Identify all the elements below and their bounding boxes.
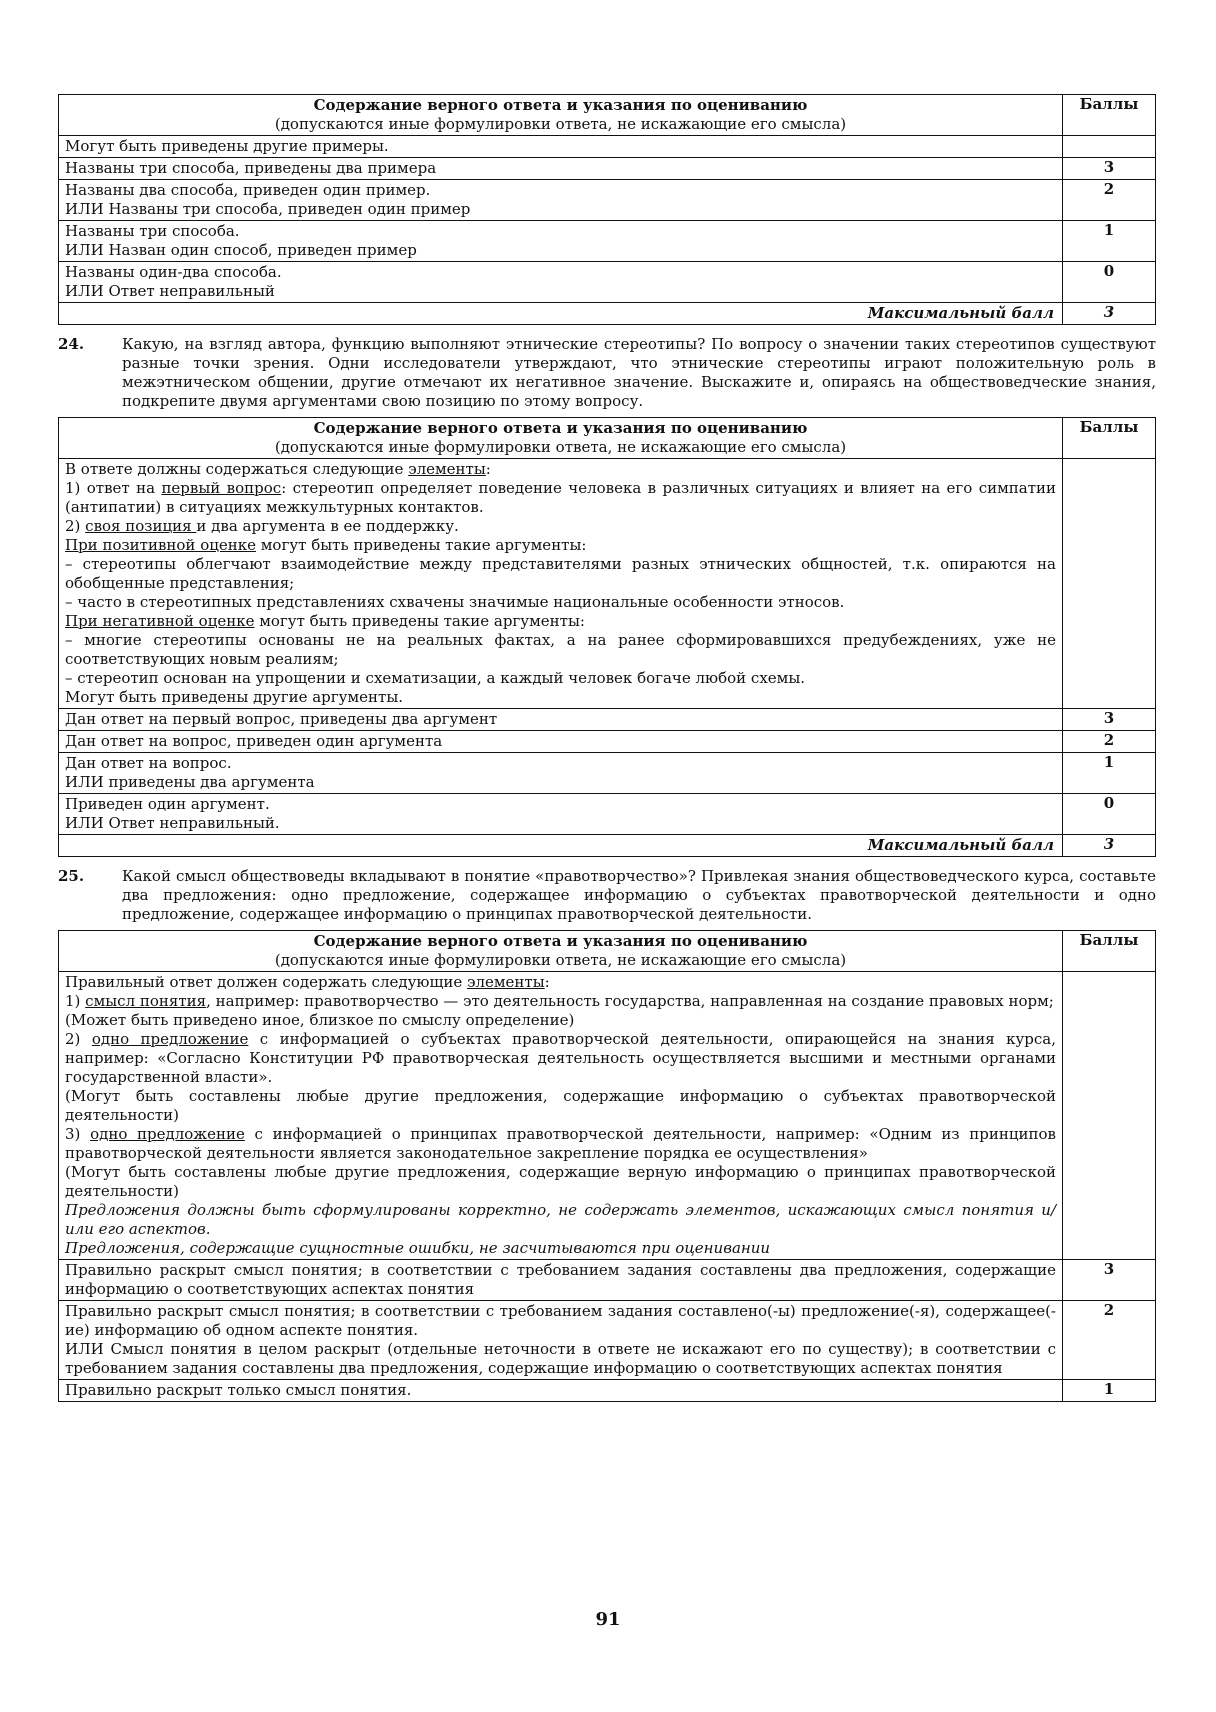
content-line: – стереотипы облегчают взаимодействие между представителями разных этнических общностей, т.к. опираются на обобщенные представления; <box>65 555 1056 592</box>
rubric-table-23 <box>58 94 1156 325</box>
table-row <box>59 794 1156 835</box>
task-number: 25. <box>58 867 85 885</box>
criteria-line: Дан ответ на первый вопрос, приведены два аргумент <box>65 710 498 728</box>
score-cell: 1 <box>1063 221 1156 262</box>
score-cell: 2 <box>1063 180 1156 221</box>
criteria-line: ИЛИ Ответ неправильный <box>65 282 275 300</box>
table-row <box>59 221 1156 262</box>
criteria-line: Правильно раскрыт смысл понятия; в соответствии с требованием задания составлены два предложения, содержащие информацию о соответствующих аспектах понятия <box>65 1261 1056 1298</box>
max-row <box>59 835 1156 857</box>
content-line: – часто в стереотипных представлениях схвачены значимые национальные особенности этносов. <box>65 593 845 611</box>
task-text: Какой смысл обществоведы вкладывают в понятие «правотворчество»? Привлекая знания обществоведческого курса, составьте два предложения: одно предложение, содержащее информацию о субъектах правотворческой деятельности и одно предложение, содержащее информацию о принципах правотворческой деятельности. <box>122 867 1156 923</box>
score-cell: 0 <box>1063 794 1156 835</box>
header-title: Содержание верного ответа и указания по оцениванию <box>313 932 808 950</box>
content-line: 2) одно предложение с информацией о субъектах правотворческой деятельности, опирающейся на знания курса, например: «Согласно Конституции РФ правотворческая деятельность осуществляется высшими и местными органами государственной власти». <box>65 1030 1056 1086</box>
rubric-table-25 <box>58 930 1156 1402</box>
page-number: 91 <box>595 1609 621 1630</box>
max-label: Максимальный балл <box>59 303 1063 325</box>
criteria-cell <box>59 753 1063 794</box>
header-title: Содержание верного ответа и указания по оцениванию <box>313 419 808 437</box>
max-label: Максимальный балл <box>59 835 1063 857</box>
criteria-cell <box>59 731 1063 753</box>
header-subtitle: (допускаются иные формулировки ответа, не искажающие его смысла) <box>274 115 847 133</box>
criteria-line: Дан ответ на вопрос, приведен один аргумента <box>65 732 443 750</box>
criteria-cell <box>59 1301 1063 1380</box>
content-line: В ответе должны содержаться следующие элементы: <box>65 460 491 478</box>
note-cell: Могут быть приведены другие примеры. <box>59 136 1063 158</box>
table-row <box>59 136 1156 158</box>
content-line: 2) своя позиция и два аргумента в ее поддержку. <box>65 517 459 535</box>
content-line: (Могут быть составлены любые другие предложения, содержащие информацию о субъектах правотворческой деятельности) <box>65 1087 1056 1124</box>
header-subtitle: (допускаются иные формулировки ответа, не искажающие его смысла) <box>274 438 847 456</box>
criteria-line: Названы три способа, приведены два примера <box>65 159 437 177</box>
page-content <box>58 94 1156 1402</box>
table-header-row <box>59 418 1156 459</box>
header-cell <box>59 931 1063 972</box>
criteria-line: ИЛИ приведены два аргумента <box>65 773 315 791</box>
content-cell <box>59 972 1063 1260</box>
criteria-line: Названы один-два способа. <box>65 263 282 281</box>
points-header: Баллы <box>1063 95 1156 136</box>
max-row <box>59 303 1156 325</box>
table-row <box>59 731 1156 753</box>
max-score: 3 <box>1063 835 1156 857</box>
task-24 <box>58 335 1156 411</box>
table-row <box>59 753 1156 794</box>
content-line: 3) одно предложение с информацией о принципах правотворческой деятельности, например: «Одним из принципов правотворческой деятельности является законодательное закрепление порядка ее осуществления» <box>65 1125 1056 1162</box>
content-line: (Может быть приведено иное, близкое по смыслу определение) <box>65 1011 575 1029</box>
content-line: Могут быть приведены другие аргументы. <box>65 688 404 706</box>
table-row <box>59 1380 1156 1402</box>
content-line: 1) ответ на первый вопрос: стереотип определяет поведение человека в различных ситуациях и влияет на его симпатии (антипатии) в ситуациях межкультурных контактов. <box>65 479 1056 516</box>
criteria-cell <box>59 262 1063 303</box>
table-row <box>59 1301 1156 1380</box>
header-title: Содержание верного ответа и указания по оцениванию <box>313 96 808 114</box>
criteria-cell <box>59 221 1063 262</box>
criteria-line: ИЛИ Смысл понятия в целом раскрыт (отдельные неточности в ответе не искажают его по существу); в соответствии с требованием задания составлены два предложения, содержащие информацию о соответствующих аспектах понятия <box>65 1340 1056 1377</box>
content-line: При негативной оценке могут быть приведены такие аргументы: <box>65 612 585 630</box>
criteria-cell <box>59 180 1063 221</box>
max-score: 3 <box>1063 303 1156 325</box>
criteria-line: Приведен один аргумент. <box>65 795 270 813</box>
score-cell: 1 <box>1063 1380 1156 1402</box>
task-text: Какую, на взгляд автора, функцию выполняют этнические стереотипы? По вопросу о значении таких стереотипов существуют разные точки зрения. Одни исследователи утверждают, что этнические стереотипы играют положительную роль в межэтническом общении, другие отмечают их негативное значение. Выскажите и, опираясь на обществоведческие знания, подкрепите двумя аргументами свою позицию по этому вопросу. <box>122 335 1156 410</box>
header-subtitle: (допускаются иные формулировки ответа, не искажающие его смысла) <box>274 951 847 969</box>
table-row <box>59 972 1156 1260</box>
content-line: При позитивной оценке могут быть приведены такие аргументы: <box>65 536 587 554</box>
table-row <box>59 262 1156 303</box>
header-cell <box>59 418 1063 459</box>
table-row <box>59 158 1156 180</box>
criteria-line: Дан ответ на вопрос. <box>65 754 232 772</box>
task-number: 24. <box>58 335 85 353</box>
criteria-cell <box>59 1260 1063 1301</box>
content-line: Предложения должны быть сформулированы корректно, не содержать элементов, искажающих смысл понятия и/или его аспектов. <box>65 1201 1056 1238</box>
criteria-line: Названы три способа. <box>65 222 240 240</box>
points-header: Баллы <box>1063 931 1156 972</box>
criteria-line: ИЛИ Назван один способ, приведен пример <box>65 241 417 259</box>
criteria-line: Правильно раскрыт смысл понятия; в соответствии с требованием задания составлено(-ы) предложение(-я), содержащее(-ие) информацию об одном аспекте понятия. <box>65 1302 1056 1339</box>
criteria-line: ИЛИ Ответ неправильный. <box>65 814 280 832</box>
score-cell: 2 <box>1063 731 1156 753</box>
content-line: – многие стереотипы основаны не на реальных фактах, а на ранее сформировавшихся предубеждениях, уже не соответствующих новым реалиям; <box>65 631 1056 668</box>
content-line: 1) смысл понятия, например: правотворчество — это деятельность государства, направленная на создание правовых норм; <box>65 992 1054 1010</box>
empty-score <box>1063 972 1156 1260</box>
table-header-row <box>59 931 1156 972</box>
criteria-line: Названы два способа, приведен один пример. <box>65 181 431 199</box>
criteria-line: ИЛИ Названы три способа, приведен один пример <box>65 200 471 218</box>
criteria-cell <box>59 794 1063 835</box>
score-cell: 2 <box>1063 1301 1156 1380</box>
table-row <box>59 709 1156 731</box>
criteria-cell <box>59 1380 1063 1402</box>
empty-score <box>1063 136 1156 158</box>
empty-score <box>1063 459 1156 709</box>
rubric-table-24 <box>58 417 1156 857</box>
criteria-cell <box>59 709 1063 731</box>
score-cell: 1 <box>1063 753 1156 794</box>
content-line: Предложения, содержащие сущностные ошибки, не засчитываются при оценивании <box>65 1239 771 1257</box>
score-cell: 0 <box>1063 262 1156 303</box>
table-header-row <box>59 95 1156 136</box>
task-25 <box>58 867 1156 924</box>
table-row <box>59 459 1156 709</box>
score-cell: 3 <box>1063 1260 1156 1301</box>
content-line: Правильный ответ должен содержать следующие элементы: <box>65 973 550 991</box>
table-row <box>59 1260 1156 1301</box>
content-cell <box>59 459 1063 709</box>
criteria-cell <box>59 158 1063 180</box>
content-line: – стереотип основан на упрощении и схематизации, а каждый человек богаче любой схемы. <box>65 669 806 687</box>
score-cell: 3 <box>1063 158 1156 180</box>
score-cell: 3 <box>1063 709 1156 731</box>
header-cell <box>59 95 1063 136</box>
points-header: Баллы <box>1063 418 1156 459</box>
content-line: (Могут быть составлены любые другие предложения, содержащие верную информацию о принципах правотворческой деятельности) <box>65 1163 1056 1200</box>
table-row <box>59 180 1156 221</box>
criteria-line: Правильно раскрыт только смысл понятия. <box>65 1381 412 1399</box>
